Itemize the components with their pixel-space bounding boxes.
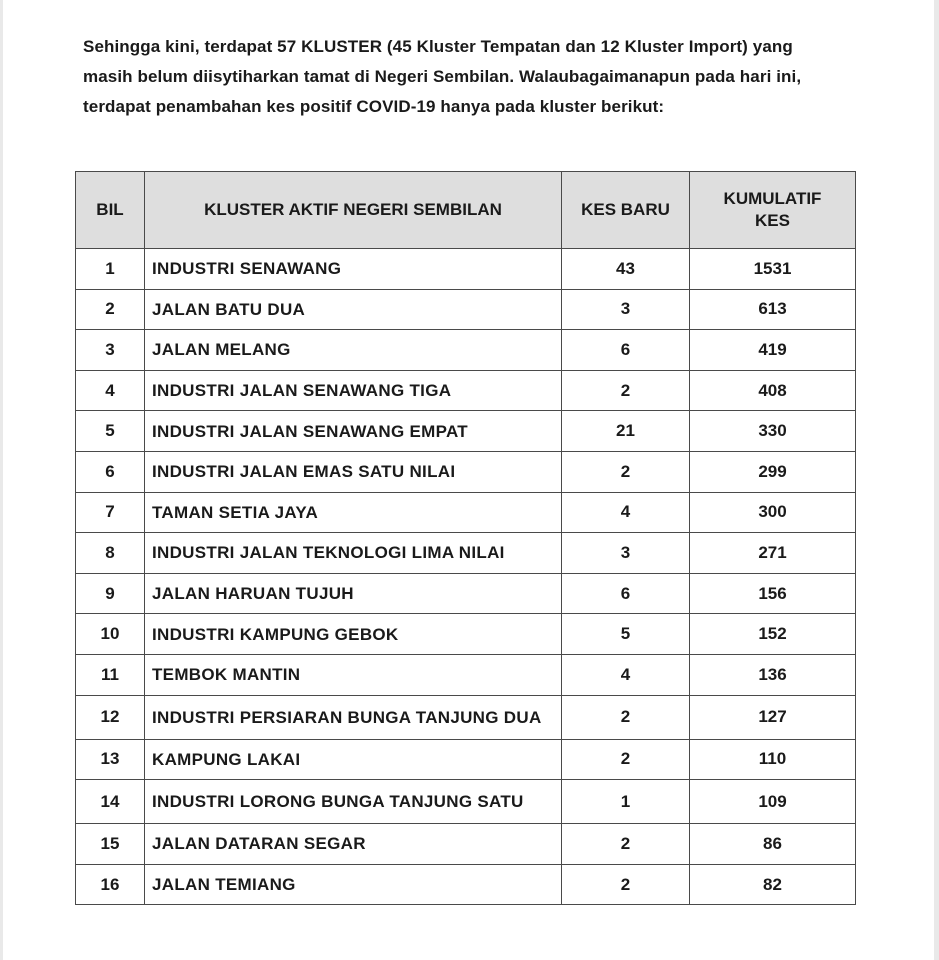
cell-bil: 13 (76, 739, 145, 780)
cell-bil: 8 (76, 533, 145, 574)
cell-cumulative: 613 (690, 289, 856, 330)
cell-cumulative: 136 (690, 654, 856, 695)
cell-new-cases: 2 (562, 451, 690, 492)
cell-cluster-name: KAMPUNG LAKAI (145, 739, 562, 780)
cell-new-cases: 4 (562, 654, 690, 695)
cell-cluster-name: INDUSTRI JALAN SENAWANG EMPAT (145, 411, 562, 452)
cell-bil: 9 (76, 573, 145, 614)
cell-new-cases: 5 (562, 614, 690, 655)
cell-cluster-name: INDUSTRI JALAN SENAWANG TIGA (145, 370, 562, 411)
header-cluster-name: KLUSTER AKTIF NEGERI SEMBILAN (145, 172, 562, 249)
cell-cluster-name: INDUSTRI SENAWANG (145, 249, 562, 290)
cell-cumulative: 86 (690, 824, 856, 865)
table-row (76, 864, 856, 905)
cell-cumulative: 271 (690, 533, 856, 574)
cell-bil: 4 (76, 370, 145, 411)
header-bil: BIL (76, 172, 145, 249)
intro-paragraph (83, 32, 893, 122)
cell-bil: 5 (76, 411, 145, 452)
intro-line: masih belum diisytiharkan tamat di Negeri Sembilan. Walaubagaimanapun pada hari ini, (83, 67, 802, 86)
table-row (76, 411, 856, 452)
cell-cluster-name: JALAN MELANG (145, 330, 562, 371)
header-cumulative-line2: KES (755, 211, 790, 230)
cell-cumulative: 127 (690, 695, 856, 739)
cell-cumulative: 419 (690, 330, 856, 371)
cell-bil: 7 (76, 492, 145, 533)
table-row (76, 533, 856, 574)
cell-bil: 2 (76, 289, 145, 330)
cell-new-cases: 6 (562, 573, 690, 614)
cell-cluster-name: TEMBOK MANTIN (145, 654, 562, 695)
header-new-cases: KES BARU (562, 172, 690, 249)
table-row (76, 824, 856, 865)
cell-cumulative: 156 (690, 573, 856, 614)
table-body (76, 249, 856, 905)
table-row (76, 451, 856, 492)
table-row (76, 492, 856, 533)
cell-cluster-name: INDUSTRI LORONG BUNGA TANJUNG SATU (145, 780, 562, 824)
cell-cluster-name: JALAN DATARAN SEGAR (145, 824, 562, 865)
table-row (76, 654, 856, 695)
cell-new-cases: 2 (562, 739, 690, 780)
cell-bil: 16 (76, 864, 145, 905)
cell-bil: 14 (76, 780, 145, 824)
table-row (76, 330, 856, 371)
cell-cumulative: 408 (690, 370, 856, 411)
cell-bil: 12 (76, 695, 145, 739)
cell-cumulative: 299 (690, 451, 856, 492)
cell-cumulative: 110 (690, 739, 856, 780)
table-row (76, 695, 856, 739)
table-row (76, 780, 856, 824)
document-page (3, 0, 934, 960)
cell-cumulative: 152 (690, 614, 856, 655)
cluster-table (75, 171, 856, 905)
table-row (76, 739, 856, 780)
cell-bil: 6 (76, 451, 145, 492)
cell-new-cases: 6 (562, 330, 690, 371)
table-row (76, 289, 856, 330)
cell-new-cases: 1 (562, 780, 690, 824)
cell-cluster-name: TAMAN SETIA JAYA (145, 492, 562, 533)
cell-cumulative: 82 (690, 864, 856, 905)
cell-cluster-name: INDUSTRI PERSIARAN BUNGA TANJUNG DUA (145, 695, 562, 739)
header-cumulative (690, 172, 856, 249)
cell-cumulative: 109 (690, 780, 856, 824)
cell-new-cases: 2 (562, 695, 690, 739)
cell-cluster-name: INDUSTRI KAMPUNG GEBOK (145, 614, 562, 655)
cell-new-cases: 4 (562, 492, 690, 533)
cell-cluster-name: JALAN TEMIANG (145, 864, 562, 905)
cell-new-cases: 3 (562, 289, 690, 330)
cell-bil: 11 (76, 654, 145, 695)
table-row (76, 614, 856, 655)
cell-new-cases: 2 (562, 824, 690, 865)
cell-new-cases: 2 (562, 864, 690, 905)
table-row (76, 370, 856, 411)
cell-cluster-name: INDUSTRI JALAN EMAS SATU NILAI (145, 451, 562, 492)
cell-cluster-name: JALAN BATU DUA (145, 289, 562, 330)
cell-new-cases: 43 (562, 249, 690, 290)
cell-bil: 3 (76, 330, 145, 371)
intro-line: terdapat penambahan kes positif COVID-19 hanya pada kluster berikut: (83, 97, 665, 116)
cell-cluster-name: INDUSTRI JALAN TEKNOLOGI LIMA NILAI (145, 533, 562, 574)
table-row (76, 573, 856, 614)
cell-bil: 1 (76, 249, 145, 290)
intro-line: Sehingga kini, terdapat 57 KLUSTER (45 Kluster Tempatan dan 12 Kluster Import) yang (83, 37, 793, 56)
table-header (76, 172, 856, 249)
cell-bil: 15 (76, 824, 145, 865)
cell-cluster-name: JALAN HARUAN TUJUH (145, 573, 562, 614)
cell-cumulative: 330 (690, 411, 856, 452)
cell-bil: 10 (76, 614, 145, 655)
cell-cumulative: 300 (690, 492, 856, 533)
table-row (76, 249, 856, 290)
cell-new-cases: 21 (562, 411, 690, 452)
cell-new-cases: 3 (562, 533, 690, 574)
cell-new-cases: 2 (562, 370, 690, 411)
header-cumulative-line1: KUMULATIF (723, 189, 822, 208)
cell-cumulative: 1531 (690, 249, 856, 290)
